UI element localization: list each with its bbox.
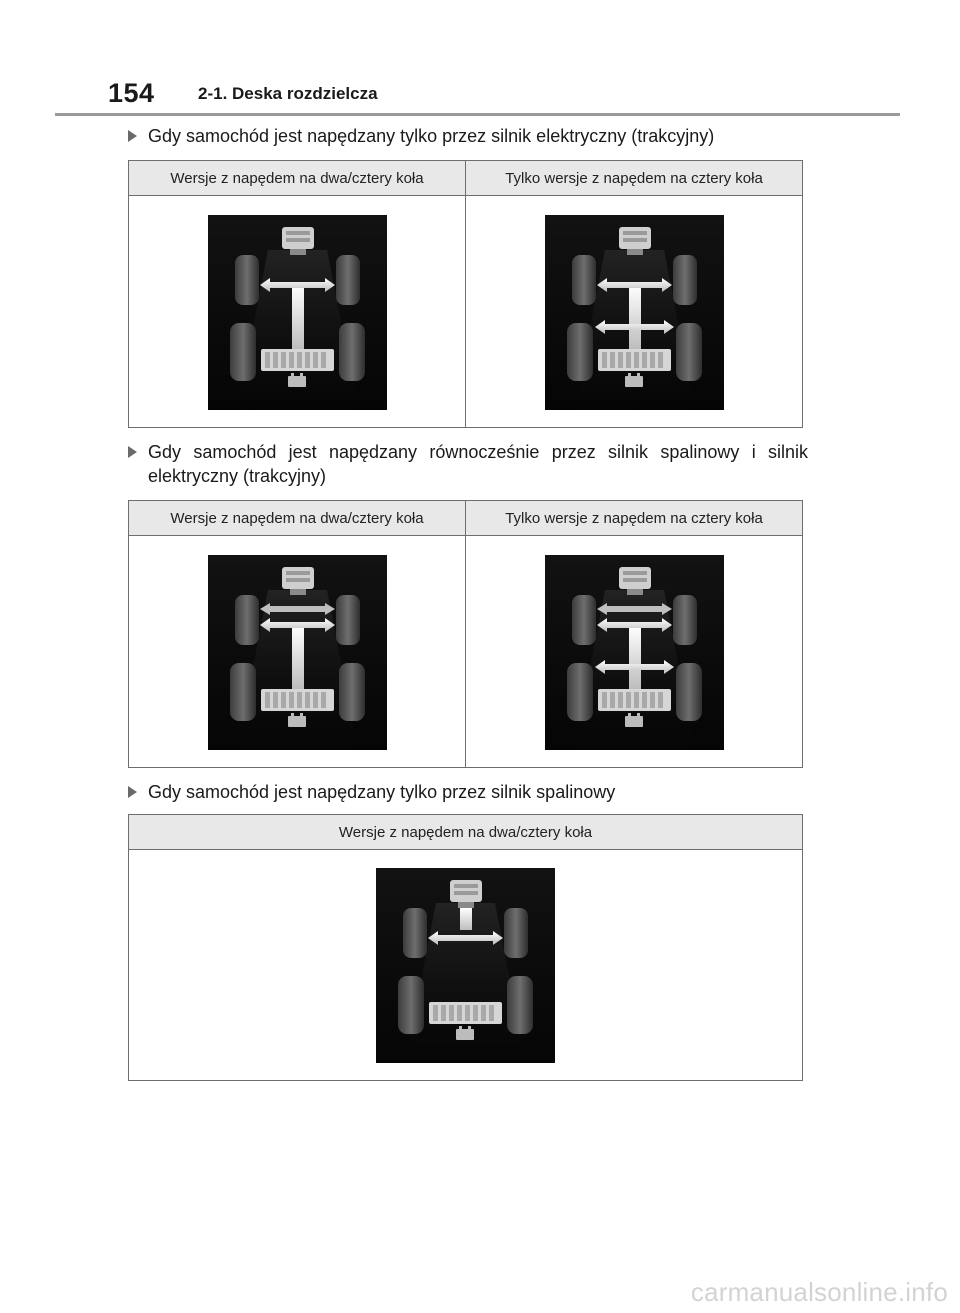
bullet-text: Gdy samochód jest napędzany tylko przez silnik spalinowy bbox=[148, 782, 616, 802]
table-cell bbox=[129, 196, 465, 428]
column-header: Tylko wersje z napędem na cztery koła bbox=[465, 501, 802, 535]
column-header: Wersje z napędem na dwa/cztery koła bbox=[170, 169, 424, 187]
table-cell bbox=[465, 196, 802, 428]
table-cell bbox=[129, 536, 465, 768]
table-cell bbox=[129, 850, 802, 1081]
table-hybrid bbox=[128, 500, 803, 768]
column-header: Wersje z napędem na dwa/cztery koła bbox=[338, 823, 593, 841]
page-number: 154 bbox=[108, 78, 155, 108]
bullet-triangle-icon bbox=[128, 786, 137, 798]
table-cell bbox=[465, 536, 802, 768]
table-body-row bbox=[129, 850, 802, 1081]
table-body-row bbox=[129, 196, 802, 428]
table-header-row bbox=[129, 501, 802, 536]
table-electric-only bbox=[128, 160, 803, 428]
bullet-hybrid bbox=[128, 440, 808, 488]
column-header: Tylko wersje z napędem na cztery koła bbox=[465, 161, 802, 195]
bullet-engine-only bbox=[128, 780, 808, 804]
column-header: Wersje z napędem na dwa/cztery koła bbox=[170, 509, 424, 527]
bullet-text: Gdy samochód jest napędzany tylko przez silnik elektryczny (trakcyjny) bbox=[148, 126, 715, 146]
table-header-row bbox=[129, 815, 802, 850]
drivetrain-diagram-image bbox=[208, 555, 387, 750]
bullet-triangle-icon bbox=[128, 446, 137, 458]
table-header-row bbox=[129, 161, 802, 196]
section-title: 2-1. Deska rozdzielcza bbox=[198, 84, 378, 103]
bullet-triangle-icon bbox=[128, 130, 137, 142]
bullet-text: Gdy samochód jest napędzany równocześnie przez silnik spalinowy i silnik elektryczny (trakcyjny) bbox=[148, 442, 808, 486]
page-header bbox=[0, 0, 960, 118]
bullet-electric-only bbox=[128, 124, 808, 148]
drivetrain-diagram-image bbox=[545, 555, 724, 750]
drivetrain-diagram-image bbox=[208, 215, 387, 410]
drivetrain-diagram-image bbox=[376, 868, 555, 1063]
table-body-row bbox=[129, 536, 802, 768]
drivetrain-diagram-image bbox=[545, 215, 724, 410]
header-divider bbox=[55, 113, 900, 116]
table-engine-only bbox=[128, 814, 803, 1081]
watermark: carmanualsonline.info bbox=[690, 1277, 948, 1307]
